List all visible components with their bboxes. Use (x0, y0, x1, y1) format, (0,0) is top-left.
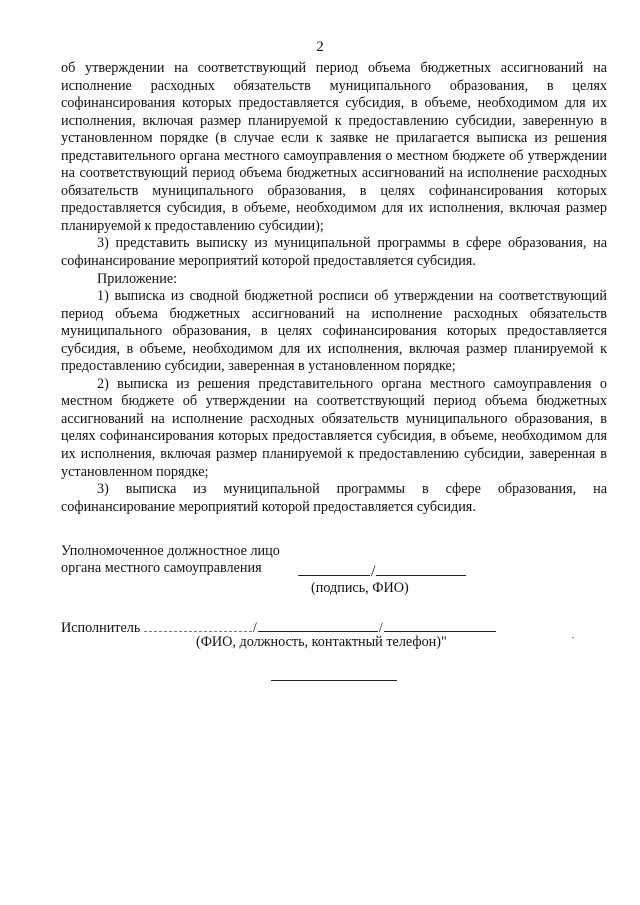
document-body (61, 60, 607, 516)
executor-caption: (ФИО, должность, контактный телефон)" (196, 634, 447, 650)
attachment-item-1: 1) выписка из сводной бюджетной росписи об утверждении на соответствующий период объема бюджетных ассигнований на исполнение расходных обязательств муниципального образования, в целях софинансирования которых предоставляется субсидия, в объеме, необходимом для их исполнения, включая размер планируемой к предоставлению субсидии, заверенная в установленном порядке; (61, 288, 607, 375)
attachment-heading: Приложение: (97, 270, 178, 287)
executor-position-blank[interactable] (258, 617, 378, 632)
paragraph-continuation: об утверждении на соответствующий период объема бюджетных ассигнований на исполнение расходных обязательств муниципального образования, в целях софинансирования которых предоставляется субсидия, в объеме, необходимом для их исполнения, включая размер планируемой к предоставлению субсидии, заверенную в установленном порядке (в случае если к заявке не прилагается выписка из решения представительного органа местного самоуправления о местном бюджете об утверждении на соответствующий период объема бюджетных ассигнований на исполнение расходных обязательств муниципального образования, в целях софинансирования которых предоставляется субсидия, в объеме, необходимом для их исполнения, включая размер планируемой к предоставлению субсидии); (61, 60, 607, 234)
official-label-line1: Уполномоченное должностное лицо (61, 543, 280, 559)
name-blank[interactable] (376, 561, 466, 576)
end-of-document-rule (271, 680, 397, 681)
page-number: 2 (316, 39, 324, 55)
field-separator: / (371, 563, 376, 580)
signature-blank[interactable] (298, 561, 370, 576)
field-separator: / (252, 620, 257, 636)
scan-speck (572, 637, 574, 638)
attachment-item-3: 3) выписка из муниципальной программы в сфере образования, на софинансирование мероприятий которой предоставляется субсидия. (61, 481, 607, 515)
official-label-line2: органа местного самоуправления (61, 560, 262, 576)
official-signature-caption: (подпись, ФИО) (311, 580, 409, 596)
executor-name-blank[interactable] (144, 617, 252, 632)
attachment-item-2: 2) выписка из решения представительного органа местного самоуправления о местном бюджете об утверждении на соответствующий период объема бюджетных ассигнований на исполнение расходных обязательств муниципального образования, в целях софинансирования которых предоставляется субсидия, в объеме, необходимом для их исполнения, включая размер планируемой к предоставлению субсидии, заверенная в установленном порядке; (61, 375, 607, 480)
executor-phone-blank[interactable] (384, 617, 496, 632)
field-separator: / (378, 620, 383, 636)
paragraph-item-3: 3) представить выписку из муниципальной программы в сфере образования, на софинансирование мероприятий которой предоставляется субсидия. (61, 235, 607, 270)
executor-label: Исполнитель (61, 620, 141, 636)
official-signature-field[interactable] (298, 561, 466, 581)
